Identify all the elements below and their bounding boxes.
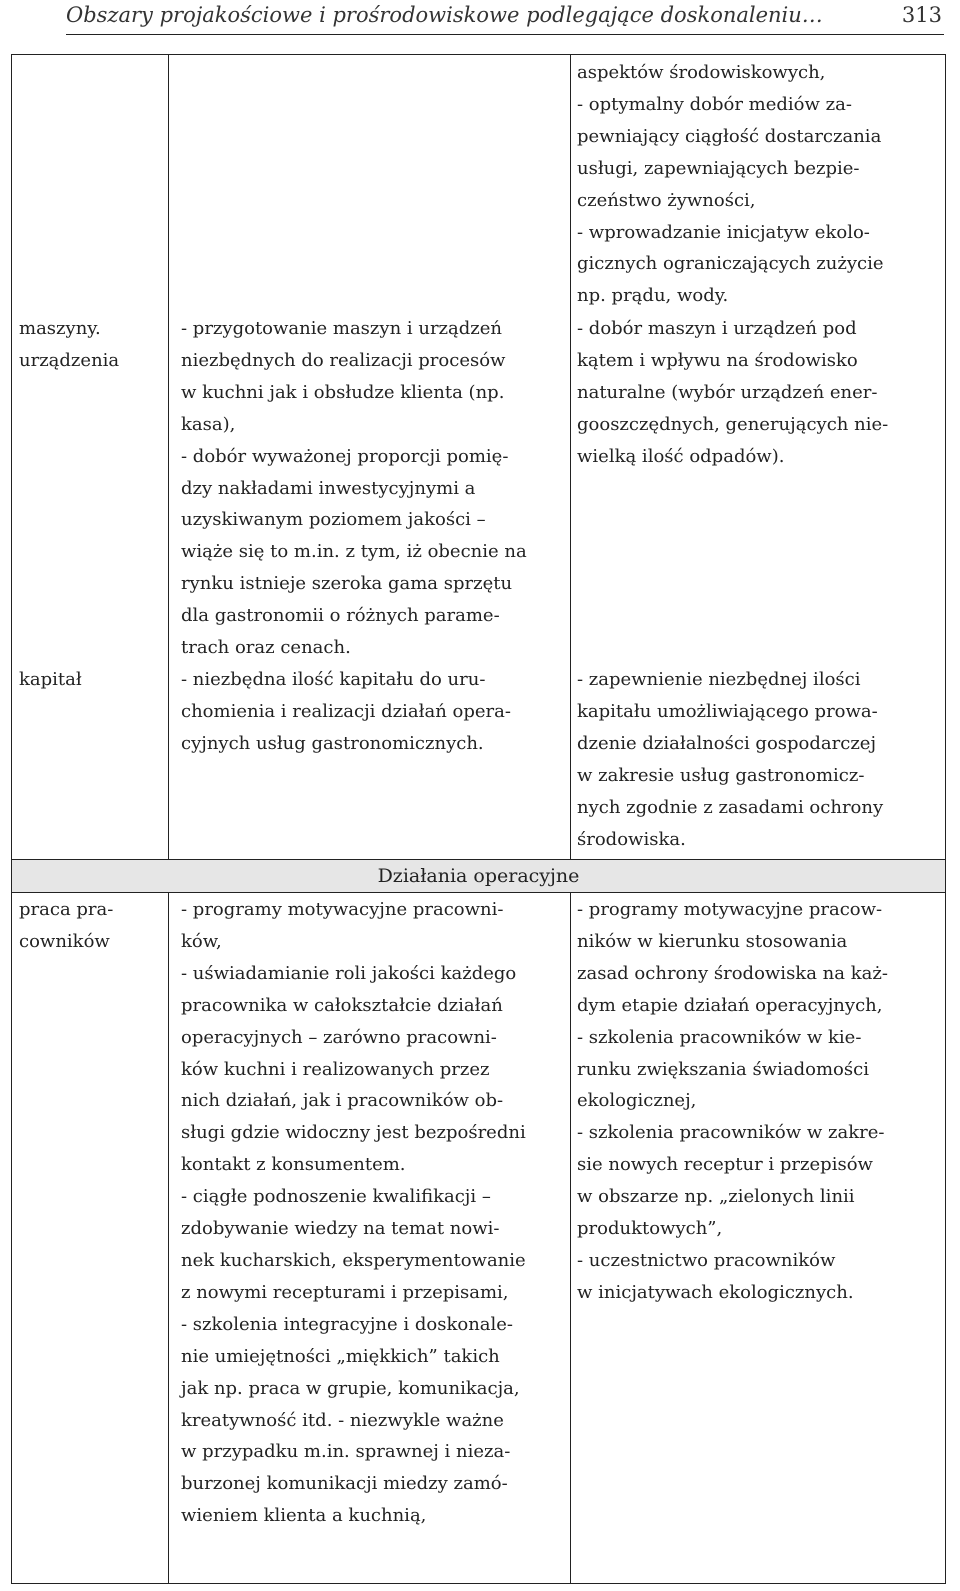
- text-line: w kuchni jak i obsłudze klienta (np.: [181, 381, 505, 403]
- text-line: ekologicznej,: [577, 1090, 697, 1112]
- text-line: - szkolenia pracowników w kie-: [577, 1026, 862, 1048]
- text-line: cowników: [19, 930, 110, 952]
- text-line: w przypadku m.in. sprawnej i nieza-: [181, 1441, 511, 1463]
- text-line: czeństwo żywności,: [577, 189, 756, 211]
- text-line: maszyny.: [19, 318, 101, 339]
- text-line: - uświadamianie roli jakości każdego: [181, 962, 517, 984]
- text-line: cyjnych usług gastronomicznych.: [181, 732, 484, 754]
- text-line: kapitału umożliwiającego prowa-: [577, 700, 878, 722]
- text-line: gicznych ograniczających zużycie: [577, 253, 884, 275]
- running-header-title: Obszary projakościowe i prośrodowiskowe podlegające doskonaleniu…: [66, 3, 823, 27]
- text-line: - dobór wyważonej proporcji pomię-: [181, 445, 509, 467]
- text-line: kreatywność itd. - niezwykle ważne: [181, 1409, 504, 1431]
- text-line: - programy motywacyjne pracow-: [577, 899, 883, 920]
- row-label-capital: [19, 664, 82, 696]
- text-line: - szkolenia pracowników w zakre-: [577, 1122, 885, 1144]
- text-line: niezbędnych do realizacji procesów: [181, 349, 506, 371]
- text-line: ków kuchni i realizowanych przez: [181, 1058, 490, 1080]
- text-line: nek kucharskich, eksperymentowanie: [181, 1249, 526, 1271]
- page-header: [66, 0, 944, 35]
- text-line: wielką ilość odpadów).: [577, 445, 785, 467]
- text-line: rynku istnieje szeroka gama sprzętu: [181, 573, 513, 595]
- text-line: - optymalny dobór mediów za-: [577, 93, 852, 115]
- text-line: np. prądu, wody.: [577, 285, 729, 307]
- row-label-machines: [19, 313, 119, 377]
- text-line: gooszczędnych, generujących nie-: [577, 413, 889, 435]
- text-line: w inicjatywach ekologicznych.: [577, 1281, 854, 1303]
- text-line: ników w kierunku stosowania: [577, 930, 848, 952]
- text-line: w obszarze np. „zielonych linii: [577, 1186, 855, 1208]
- text-line: nie umiejętności „miękkich” takich: [181, 1345, 500, 1367]
- text-line: urządzenia: [19, 349, 120, 371]
- page-number: 313: [901, 3, 942, 27]
- row-env-staff: [577, 894, 888, 1309]
- text-line: wieniem klienta a kuchnią,: [181, 1505, 427, 1527]
- text-line: - wprowadzanie inicjatyw ekolo-: [577, 221, 870, 243]
- text-line: w zakresie usług gastronomicz-: [577, 764, 865, 786]
- text-line: chomienia i realizacji działań opera-: [181, 700, 511, 722]
- text-line: kasa),: [181, 413, 236, 435]
- text-line: nych zgodnie z zasadami ochrony: [577, 796, 884, 818]
- text-line: operacyjnych – zarówno pracowni-: [181, 1026, 497, 1048]
- text-line: ków,: [181, 930, 222, 952]
- text-line: - ciągłe podnoszenie kwalifikacji –: [181, 1186, 491, 1208]
- text-line: - przygotowanie maszyn i urządzeń: [181, 318, 503, 339]
- text-line: - dobór maszyn i urządzeń pod: [577, 318, 857, 339]
- text-line: - uczestnictwo pracowników: [577, 1249, 836, 1271]
- text-line: usługi, zapewniających bezpie-: [577, 157, 860, 179]
- column-divider-1: [168, 55, 169, 1583]
- text-line: kątem i wpływu na środowisko: [577, 349, 858, 371]
- text-line: aspektów środowiskowych,: [577, 62, 826, 83]
- column-divider-2: [570, 55, 571, 1583]
- text-line: runku zwiększania świadomości: [577, 1058, 869, 1080]
- text-line: produktowych”,: [577, 1218, 723, 1240]
- text-line: - szkolenia integracyjne i doskonale-: [181, 1313, 514, 1335]
- text-line: - programy motywacyjne pracowni-: [181, 899, 504, 920]
- text-line: wiąże się to m.in. z tym, iż obecnie na: [181, 541, 527, 563]
- row-quality-staff: [181, 894, 526, 1532]
- text-line: dla gastronomii o różnych parame-: [181, 605, 500, 627]
- row-env-machines: [577, 313, 888, 473]
- text-line: - niezbędna ilość kapitału do uru-: [181, 669, 486, 690]
- row-env-capital: [577, 664, 883, 855]
- text-line: nich działań, jak i pracowników ob-: [181, 1090, 504, 1112]
- text-line: sie nowych receptur i przepisów: [577, 1154, 873, 1176]
- text-line: naturalne (wybór urządzeń ener-: [577, 381, 878, 403]
- section-heading: Działania operacyjne: [377, 865, 580, 887]
- text-line: praca pra-: [19, 899, 114, 920]
- text-line: dzenie działalności gospodarczej: [577, 732, 877, 754]
- text-line: burzonej komunikacji miedzy zamó-: [181, 1473, 508, 1495]
- row-quality-capital: [181, 664, 511, 760]
- text-line: dym etapie działań operacyjnych,: [577, 994, 883, 1016]
- text-line: pewniający ciągłość dostarczania: [577, 125, 882, 147]
- text-line: jak np. praca w grupie, komunikacja,: [181, 1377, 520, 1399]
- text-line: pracownika w całokształcie działań: [181, 994, 503, 1016]
- areas-table: [11, 54, 946, 1584]
- text-line: sługi gdzie widoczny jest bezpośredni: [181, 1122, 526, 1144]
- text-line: kontakt z konsumentem.: [181, 1154, 406, 1176]
- text-line: kapitał: [19, 669, 82, 690]
- text-line: dzy nakładami inwestycyjnymi a: [181, 477, 476, 499]
- text-line: trach oraz cenach.: [181, 637, 351, 659]
- row-label-staff: [19, 894, 113, 958]
- row-quality-machines: [181, 313, 527, 664]
- section-heading-band: [12, 859, 945, 893]
- text-line: - zapewnienie niezbędnej ilości: [577, 669, 861, 690]
- text-line: środowiska.: [577, 828, 686, 850]
- text-line: z nowymi recepturami i przepisami,: [181, 1281, 509, 1303]
- text-line: zasad ochrony środowiska na każ-: [577, 962, 888, 984]
- continuation-env-cell: [577, 57, 884, 312]
- text-line: uzyskiwanym poziomem jakości –: [181, 509, 486, 531]
- text-line: zdobywanie wiedzy na temat nowi-: [181, 1218, 500, 1240]
